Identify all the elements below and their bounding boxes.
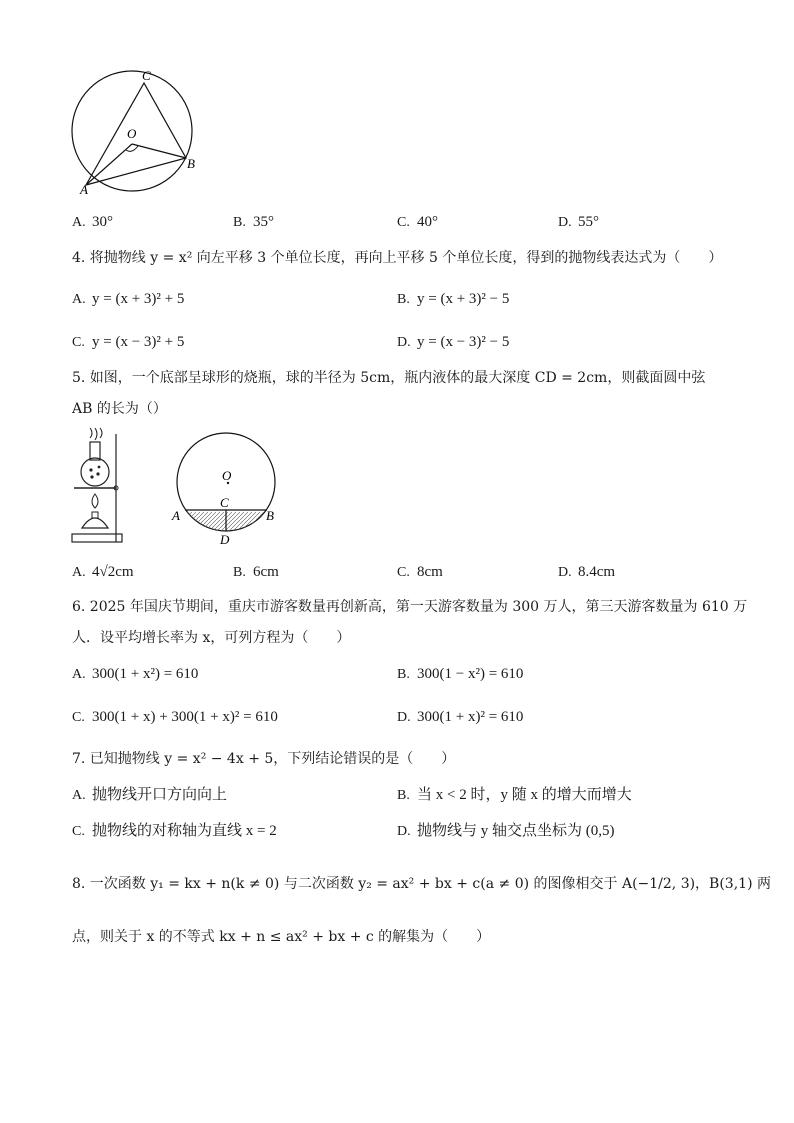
q5-label-b: B [266, 508, 274, 523]
option-label: C. [72, 824, 85, 839]
q4-option-c[interactable] [72, 333, 184, 352]
option-label: B. [397, 292, 410, 307]
q3-label-a: A [80, 182, 88, 196]
q6-option-c[interactable] [72, 708, 278, 727]
q5-option-d[interactable] [558, 563, 615, 582]
option-value: 抛物线的对称轴为直线 x = 2 [92, 823, 277, 839]
q5-option-c[interactable] [397, 563, 443, 582]
q5-stem-line2: AB 的长为（） [72, 401, 167, 417]
option-label: D. [397, 824, 411, 839]
q5-label-c: C [220, 495, 229, 510]
option-label: C. [72, 710, 85, 725]
option-value: y = (x − 3)² + 5 [92, 334, 185, 350]
q5-label-o: O [222, 468, 232, 483]
option-label: D. [397, 335, 411, 350]
q5-option-a[interactable] [72, 563, 134, 582]
q3-segment-ob [132, 144, 186, 158]
option-label: A. [72, 215, 86, 230]
option-label: B. [233, 215, 246, 230]
q3-option-a[interactable] [72, 213, 113, 232]
option-value: 55° [578, 214, 599, 230]
option-label: D. [558, 565, 572, 580]
option-value: 300(1 + x) + 300(1 + x)² = 610 [92, 709, 278, 725]
option-value: 当 x < 2 时，y 随 x 的增大而增大 [417, 787, 632, 803]
q3-option-d[interactable] [558, 213, 599, 232]
option-value: 6cm [253, 564, 279, 580]
q7-option-b[interactable] [397, 786, 632, 805]
option-value: 8.4cm [578, 564, 616, 580]
option-value: y = (x − 3)² − 5 [417, 334, 510, 350]
q6-option-b[interactable] [397, 665, 523, 684]
q4-stem: 4. 将抛物线 y = x² 向左平移 3 个单位长度，再向上平移 5 个单位长度，得到的抛物线表达式为（ ） [72, 250, 723, 266]
option-value: 4√2cm [92, 564, 134, 580]
q7-option-c[interactable] [72, 822, 277, 841]
q8-stem-line2: 点，则关于 x 的不等式 kx + n ≤ ax² + bx + c 的解集为（ ） [72, 929, 491, 945]
option-label: C. [397, 565, 410, 580]
q6-stem-line1: 6. 2025 年国庆节期间，重庆市游客数量再创新高，第一天游客数量为 300 万人，第三天游客数量为 610 万 [72, 599, 748, 615]
q5-stem-line1: 5. 如图，一个底部呈球形的烧瓶，球的半径为 5cm，瓶内液体的最大深度 CD = 2cm，则截面圆中弦 [72, 370, 706, 386]
q8-stem-line1: 8. 一次函数 y₁ = kx + n(k ≠ 0) 与二次函数 y₂ = ax² + bx + c(a ≠ 0) 的图像相交于 A(−1/2, 3)，B(3,1) 两 [72, 876, 771, 892]
q4-option-d[interactable] [397, 333, 509, 352]
option-label: A. [72, 788, 86, 803]
option-label: B. [233, 565, 246, 580]
q3-angle-arc [126, 146, 138, 151]
option-value: 300(1 + x)² = 610 [417, 709, 524, 725]
option-label: B. [397, 667, 410, 682]
option-value: 40° [417, 214, 438, 230]
q5-option-b[interactable] [233, 563, 279, 582]
q4-option-a[interactable] [72, 290, 184, 309]
option-label: D. [558, 215, 572, 230]
q3-circle-figure [66, 64, 206, 196]
q3-label-c: C [142, 68, 151, 83]
option-label: C. [397, 215, 410, 230]
q4-option-b[interactable] [397, 290, 509, 309]
q7-stem: 7. 已知抛物线 y = x² − 4x + 5，下列结论错误的是（ ） [72, 751, 456, 767]
option-value: 抛物线与 y 轴交点坐标为 (0,5) [417, 823, 615, 839]
option-value: 35° [253, 214, 274, 230]
option-label: A. [72, 565, 86, 580]
option-value: 30° [92, 214, 113, 230]
q6-stem-line2: 人．设平均增长率为 x，可列方程为（ ） [72, 630, 351, 646]
option-value: 抛物线开口方向向上 [92, 787, 228, 803]
q6-option-d[interactable] [397, 708, 523, 727]
option-label: A. [72, 667, 86, 682]
option-label: A. [72, 292, 86, 307]
q3-label-o: O [127, 126, 137, 141]
flask-apparatus-icon [70, 424, 126, 546]
q5-label-a: A [172, 508, 180, 523]
option-value: y = (x + 3)² + 5 [92, 291, 185, 307]
option-label: C. [72, 335, 85, 350]
option-value: 300(1 − x²) = 610 [417, 666, 524, 682]
q6-option-a[interactable] [72, 665, 198, 684]
option-label: B. [397, 788, 410, 803]
option-label: D. [397, 710, 411, 725]
q5-label-d: D [220, 532, 230, 547]
q5-circle-figure [168, 428, 288, 552]
q7-option-d[interactable] [397, 822, 615, 841]
option-value: 8cm [417, 564, 443, 580]
q7-option-a[interactable] [72, 786, 227, 805]
q3-option-b[interactable] [233, 213, 274, 232]
option-value: 300(1 + x²) = 610 [92, 666, 199, 682]
q3-option-c[interactable] [397, 213, 438, 232]
option-value: y = (x + 3)² − 5 [417, 291, 510, 307]
q3-label-b: B [187, 156, 195, 171]
